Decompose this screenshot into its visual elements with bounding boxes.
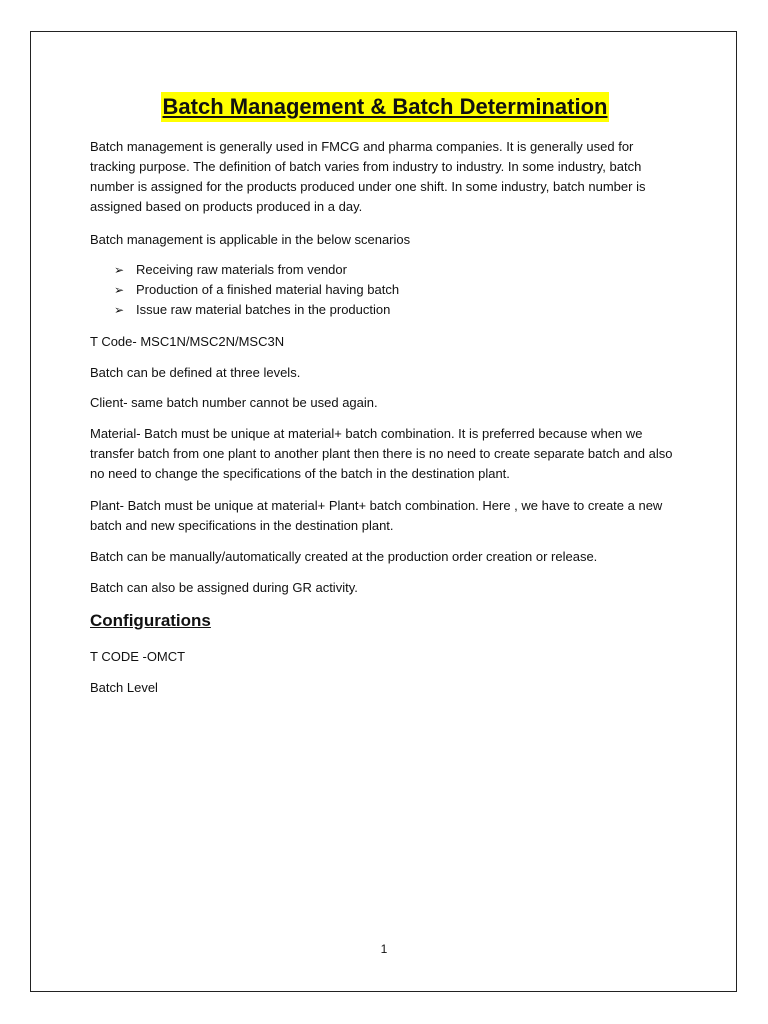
arrow-bullet-icon: ➢ <box>114 303 125 317</box>
tcode-line: T Code- MSC1N/MSC2N/MSC3N <box>90 334 285 349</box>
page-number: 1 <box>380 942 388 956</box>
levels-intro: Batch can be defined at three levels. <box>90 365 301 380</box>
scenarios-intro: Batch management is applicable in the below scenarios <box>90 232 411 247</box>
list-item <box>114 300 399 320</box>
list-item <box>114 280 399 300</box>
arrow-bullet-icon: ➢ <box>114 283 125 297</box>
creation-note: Batch can be manually/automatically created at the production order creation or release. <box>90 549 598 564</box>
list-item <box>114 260 399 280</box>
batch-level: Batch Level <box>90 680 158 695</box>
document-title: Batch Management & Batch Determination <box>161 92 610 122</box>
gr-note: Batch can also be assigned during GR activity. <box>90 580 358 595</box>
list-item-text: Production of a finished material having batch <box>136 282 400 297</box>
list-item-text: Issue raw material batches in the production <box>136 302 391 317</box>
intro-paragraph: Batch management is generally used in FMCG and pharma companies. It is generally used for tracking purpose. The definition of batch varies from industry to industry. In some industry, batch number is assigned for the products produced under one shift. In some industry, batch number is assigned based on products produced in a day. <box>90 139 646 214</box>
configurations-heading: Configurations <box>90 611 211 630</box>
client-level: Client- same batch number cannot be used again. <box>90 395 378 410</box>
list-item-text: Receiving raw materials from vendor <box>136 262 347 277</box>
title-wrapper <box>90 92 680 122</box>
config-tcode: T CODE -OMCT <box>90 649 186 664</box>
plant-level: Plant- Batch must be unique at material+ Plant+ batch combination. Here , we have to create a new batch and new specifications in the destination plant. <box>90 498 663 533</box>
scenario-list <box>114 260 399 320</box>
arrow-bullet-icon: ➢ <box>114 263 125 277</box>
material-level: Material- Batch must be unique at material+ batch combination. It is preferred because when we transfer batch from one plant to another plant then there is no need to create separate batch and also no need to change the specifications of the batch in the destination plant. <box>90 426 673 481</box>
